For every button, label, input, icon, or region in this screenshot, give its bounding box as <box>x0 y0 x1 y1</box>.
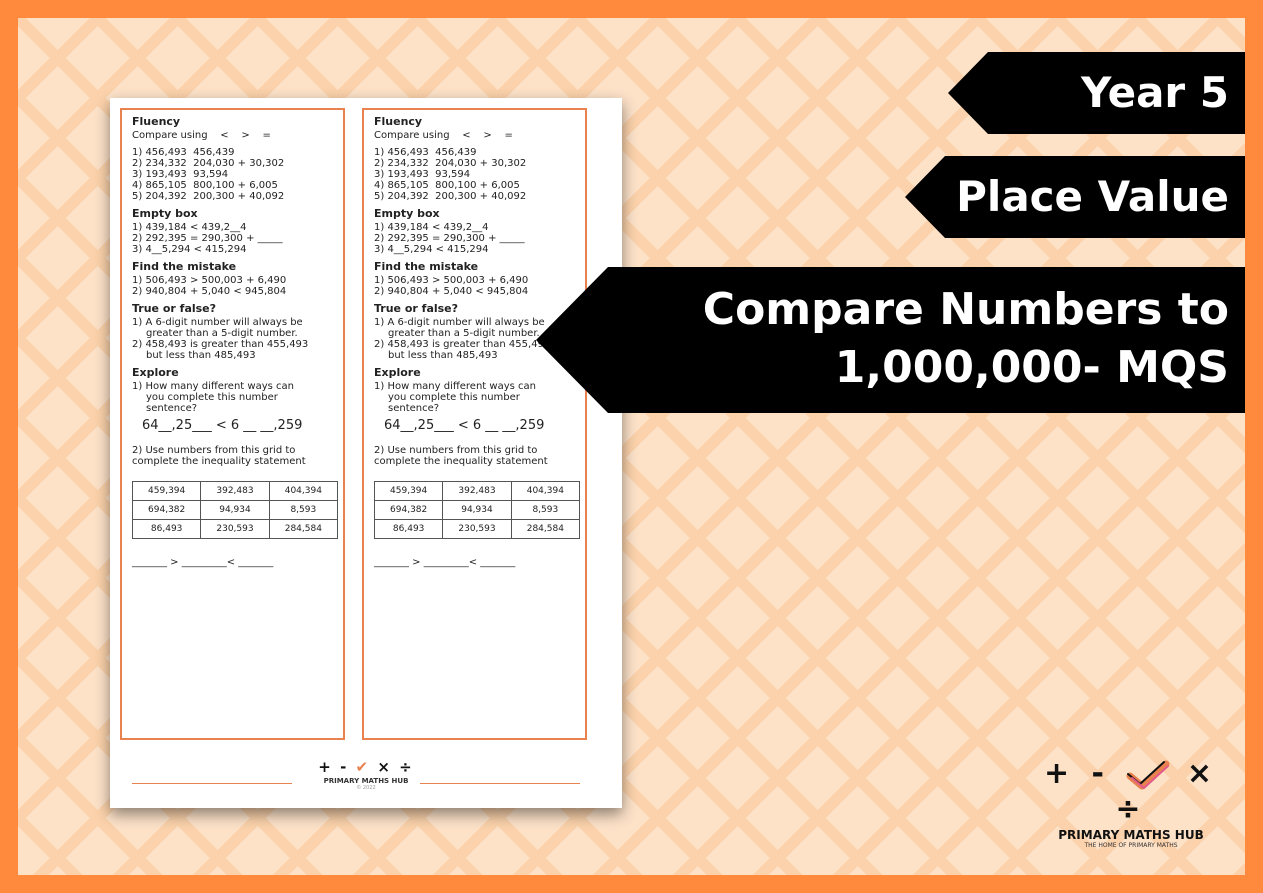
worksheet-column-left <box>120 108 345 740</box>
fluency-item: 4) 865,105 800,100 + 6,005 <box>132 180 278 191</box>
number-grid <box>132 481 338 539</box>
title-line-1: Compare Numbers to <box>702 284 1229 335</box>
grid-row <box>375 501 580 520</box>
true-false-heading: True or false? <box>132 302 217 315</box>
empty-box-item: 1) 439,184 < 439,2__4 <box>374 222 489 233</box>
true-false-item: 2) 458,493 is greater than 455,493 <box>374 339 551 350</box>
year-label: Year 5 <box>1081 68 1229 117</box>
number-sentence: 64__,25___ < 6 __ __,259 <box>142 418 303 433</box>
true-false-item: but less than 485,493 <box>146 350 256 361</box>
empty-box-item: 2) 292,395 = 290,300 + _____ <box>374 233 525 244</box>
mistake-item: 1) 506,493 > 500,003 + 6,490 <box>374 275 529 286</box>
true-false-item: 2) 458,493 is greater than 455,493 <box>132 339 309 350</box>
chevron-background <box>18 18 1245 875</box>
ops-left: + - <box>318 758 349 776</box>
fluency-item: 3) 193,493 93,594 <box>374 169 471 180</box>
fluency-item: 1) 456,493 456,439 <box>132 147 235 158</box>
check-icon: ✔ <box>355 758 371 776</box>
empty-box-item: 2) 292,395 = 290,300 + _____ <box>132 233 283 244</box>
empty-box-heading: Empty box <box>132 207 198 220</box>
maths-operators-icon <box>302 758 430 776</box>
grid-row <box>375 482 580 501</box>
grid-cell: 459,394 <box>133 482 201 501</box>
ops-right: × ÷ <box>377 758 414 776</box>
grid-cell: 230,593 <box>443 520 511 539</box>
grid-cell: 284,584 <box>269 520 337 539</box>
grid-cell: 694,382 <box>133 501 201 520</box>
true-false-item: greater than a 5-digit number. <box>388 328 540 339</box>
grid-cell: 94,934 <box>443 501 511 520</box>
true-false-item: but less than 485,493 <box>388 350 498 361</box>
explore-question-2: complete the inequality statement <box>132 456 306 467</box>
fluency-heading: Fluency <box>132 115 181 128</box>
compare-instruction: Compare using < > = <box>374 130 513 141</box>
logo-brand: PRIMARY MATHS HUB <box>1058 828 1204 842</box>
title-banner <box>608 267 1245 413</box>
worksheet-copyright: © 2022 <box>356 785 376 791</box>
true-false-heading: True or false? <box>374 302 459 315</box>
compare-instruction: Compare using < > = <box>132 130 271 141</box>
topic-label: Place Value <box>956 172 1229 221</box>
logo-ops-right: × ÷ <box>1115 756 1219 827</box>
worksheet-footer <box>110 753 622 803</box>
inequality-blanks: _______ > _________< _______ <box>132 557 274 568</box>
grid-row <box>375 520 580 539</box>
explore-question-1: 1) How many different ways can <box>132 381 294 392</box>
grid-cell: 392,483 <box>443 482 511 501</box>
grid-cell: 8,593 <box>269 501 337 520</box>
worksheet-brand: PRIMARY MATHS HUB <box>323 777 409 785</box>
grid-cell: 8,593 <box>511 501 579 520</box>
mistake-item: 1) 506,493 > 500,003 + 6,490 <box>132 275 287 286</box>
grid-cell: 694,382 <box>375 501 443 520</box>
grid-cell: 86,493 <box>133 520 201 539</box>
find-mistake-heading: Find the mistake <box>374 260 479 273</box>
fluency-item: 3) 193,493 93,594 <box>132 169 229 180</box>
grid-cell: 392,483 <box>201 482 269 501</box>
grid-row <box>133 520 338 539</box>
number-grid <box>374 481 580 539</box>
topic-banner <box>945 156 1245 238</box>
explore-question-2: 2) Use numbers from this grid to <box>132 445 296 456</box>
mistake-item: 2) 940,804 + 5,040 < 945,804 <box>374 286 529 297</box>
grid-cell: 404,394 <box>511 482 579 501</box>
fluency-item: 4) 865,105 800,100 + 6,005 <box>374 180 520 191</box>
explore-question-2: 2) Use numbers from this grid to <box>374 445 538 456</box>
mistake-item: 2) 940,804 + 5,040 < 945,804 <box>132 286 287 297</box>
check-icon <box>1126 760 1170 790</box>
worksheet-logo <box>302 758 430 791</box>
grid-cell: 86,493 <box>375 520 443 539</box>
grid-row <box>133 482 338 501</box>
logo-operators <box>1036 756 1226 828</box>
explore-heading: Explore <box>132 366 179 379</box>
true-false-item: greater than a 5-digit number. <box>146 328 298 339</box>
explore-question-1: you complete this number <box>388 392 520 403</box>
fluency-item: 2) 234,332 204,030 + 30,302 <box>374 158 527 169</box>
find-mistake-heading: Find the mistake <box>132 260 237 273</box>
fluency-item: 1) 456,493 456,439 <box>374 147 477 158</box>
fluency-item: 5) 204,392 200,300 + 40,092 <box>374 191 527 202</box>
worksheet-preview <box>110 98 622 808</box>
grid-cell: 404,394 <box>269 482 337 501</box>
empty-box-item: 1) 439,184 < 439,2__4 <box>132 222 247 233</box>
logo-tagline: THE HOME OF PRIMARY MATHS <box>1084 842 1178 849</box>
footer-rule-right <box>420 783 580 784</box>
explore-question-1: you complete this number <box>146 392 278 403</box>
year-banner <box>988 52 1245 134</box>
primary-maths-hub-logo <box>1036 756 1226 850</box>
worksheet-column-right <box>362 108 587 740</box>
fluency-item: 5) 204,392 200,300 + 40,092 <box>132 191 285 202</box>
inequality-blanks: _______ > _________< _______ <box>374 557 516 568</box>
grid-cell: 459,394 <box>375 482 443 501</box>
empty-box-item: 3) 4__5,294 < 415,294 <box>374 244 489 255</box>
empty-box-item: 3) 4__5,294 < 415,294 <box>132 244 247 255</box>
fluency-heading: Fluency <box>374 115 423 128</box>
grid-cell: 230,593 <box>201 520 269 539</box>
explore-question-2: complete the inequality statement <box>374 456 548 467</box>
explore-question-1: sentence? <box>388 403 440 414</box>
number-sentence: 64__,25___ < 6 __ __,259 <box>384 418 545 433</box>
explore-question-1: 1) How many different ways can <box>374 381 536 392</box>
explore-question-1: sentence? <box>146 403 198 414</box>
true-false-item: 1) A 6-digit number will always be <box>374 317 545 328</box>
fluency-item: 2) 234,332 204,030 + 30,302 <box>132 158 285 169</box>
grid-row <box>133 501 338 520</box>
true-false-item: 1) A 6-digit number will always be <box>132 317 303 328</box>
title-line-2: 1,000,000- MQS <box>834 342 1229 393</box>
explore-heading: Explore <box>374 366 421 379</box>
empty-box-heading: Empty box <box>374 207 440 220</box>
footer-rule-left <box>132 783 292 784</box>
grid-cell: 94,934 <box>201 501 269 520</box>
grid-cell: 284,584 <box>511 520 579 539</box>
logo-ops-left: + - <box>1043 756 1110 791</box>
